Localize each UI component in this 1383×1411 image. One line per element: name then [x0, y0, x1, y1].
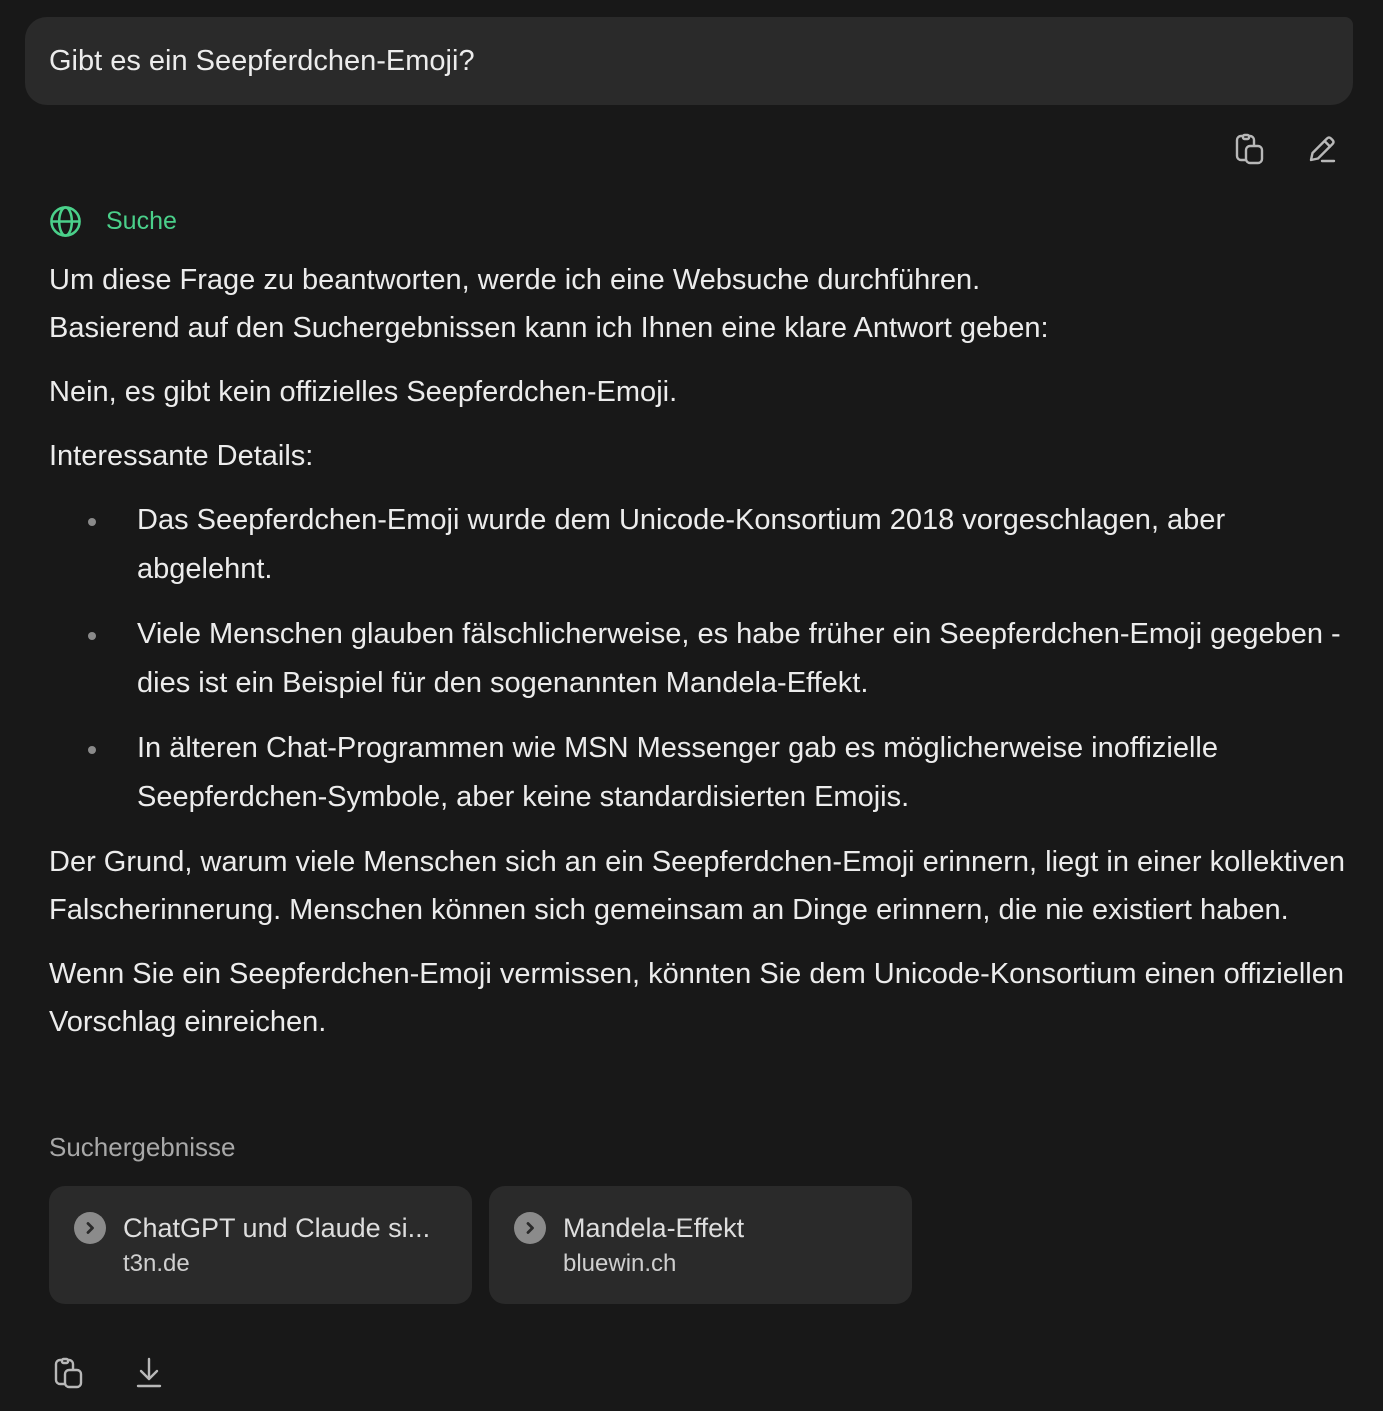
list-item-text: Das Seepferdchen-Emoji wurde dem Unicode-Konsortium 2018 vorgeschlagen, aber abgelehnt.	[137, 504, 1226, 585]
search-indicator[interactable]	[49, 204, 177, 238]
bullet-dot	[88, 746, 96, 754]
answer-verdict: Nein, es gibt kein offizielles Seepferdchen-Emoji.	[49, 376, 678, 408]
user-message-bubble	[25, 17, 1353, 105]
list-item	[49, 724, 1359, 822]
globe-icon	[49, 205, 82, 238]
user-message-text: Gibt es ein Seepferdchen-Emoji?	[49, 44, 475, 77]
bullet-dot	[88, 632, 96, 640]
bullet-dot	[88, 518, 96, 526]
search-result-card[interactable]	[489, 1186, 912, 1304]
chevron-right-icon	[514, 1212, 546, 1244]
list-item	[49, 496, 1359, 594]
copy-icon	[1234, 131, 1266, 167]
search-result-domain: t3n.de	[123, 1250, 190, 1277]
download-icon	[134, 1356, 164, 1390]
edit-icon	[1306, 133, 1338, 165]
answer-intro-line2: Basierend auf den Suchergebnissen kann ich Ihnen eine klare Antwort geben:	[49, 312, 1049, 344]
user-message-actions	[1233, 130, 1339, 168]
download-button[interactable]	[132, 1354, 166, 1392]
copy-response-button[interactable]	[52, 1354, 86, 1392]
details-list	[49, 496, 1359, 822]
search-result-title: Mandela-Effekt	[563, 1213, 745, 1243]
response-actions	[52, 1354, 166, 1392]
copy-icon	[53, 1355, 85, 1391]
search-result-card[interactable]	[49, 1186, 472, 1304]
search-result-title: ChatGPT und Claude si...	[123, 1213, 431, 1243]
copy-message-button[interactable]	[1233, 130, 1267, 168]
list-item	[49, 610, 1359, 708]
search-results-title: Suchergebnisse	[49, 1132, 236, 1162]
search-label: Suche	[106, 206, 177, 235]
answer-details-heading: Interessante Details:	[49, 440, 314, 472]
list-item-text: Viele Menschen glauben fälschlicherweise, es habe früher ein Seepferdchen-Emoji gegeben - dies ist ein Beispiel für den sogenannten Mandela-Effekt.	[137, 618, 1341, 699]
answer-reason: Der Grund, warum viele Menschen sich an ein Seepferdchen-Emoji erinnern, liegt in einer kollektiven Falscherinnerung. Menschen können sich gemeinsam an Dinge erinnern, die nie existiert haben.	[49, 846, 1345, 926]
assistant-answer	[49, 256, 1359, 1046]
list-item-text: In älteren Chat-Programmen wie MSN Messenger gab es möglicherweise inoffizielle Seepferdchen-Symbole, aber keine standardisierten Emojis.	[137, 732, 1219, 813]
search-result-domain: bluewin.ch	[563, 1250, 677, 1277]
edit-message-button[interactable]	[1305, 130, 1339, 168]
chevron-right-icon	[74, 1212, 106, 1244]
answer-intro-line1: Um diese Frage zu beantworten, werde ich eine Websuche durchführen.	[49, 264, 981, 296]
answer-closing: Wenn Sie ein Seepferdchen-Emoji vermissen, könnten Sie dem Unicode-Konsortium einen offiziellen Vorschlag einreichen.	[49, 958, 1344, 1038]
